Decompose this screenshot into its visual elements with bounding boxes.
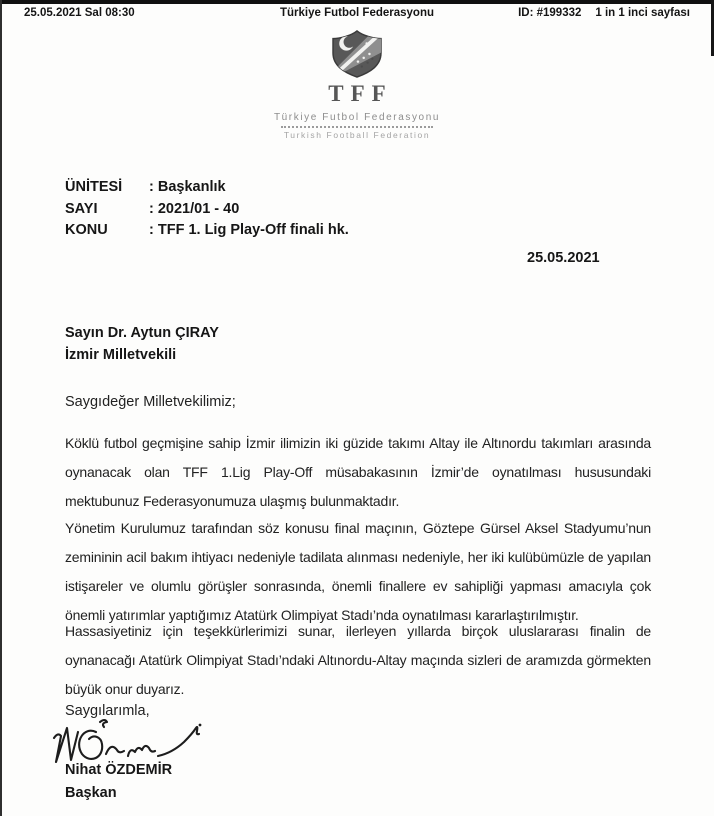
fax-transmission-header	[0, 7, 714, 23]
body-paragraph-2: Yönetim Kurulumuz tarafından söz konusu final maçının, Göztepe Gürsel Aksel Stadyumu’nun zemininin acil bakım ihtiyacı nedeniyle tadilata alınması nedeniyle, her iki kulübümüzle de yapılan istişareler ve olumlu görüşler sonrasında, önemli finallere ev sahipliği yapması amacıyla çok önemli yatırımlar yaptığımız Atatürk Olimpiyat Stadı’nda oynatılması kararlaştırılmıştır.	[65, 520, 651, 623]
meta-row-number	[65, 199, 349, 221]
logo-dotted-divider	[281, 126, 433, 128]
scan-edge-left	[0, 0, 2, 816]
letter-meta-block	[65, 177, 349, 242]
salutation: Saygıdeğer Milletvekilimiz;	[65, 394, 236, 410]
signature-scribble-icon	[50, 716, 220, 766]
meta-row-subject	[65, 220, 349, 242]
recipient-block	[65, 322, 219, 366]
tff-letterhead	[257, 30, 457, 140]
recipient-name: Sayın Dr. Aytun ÇIRAY	[65, 325, 219, 341]
meta-value-subject: : TFF 1. Lig Play-Off finali hk.	[149, 222, 349, 238]
tff-crest-icon	[329, 30, 385, 78]
closing-phrase: Saygılarımla,	[65, 703, 150, 719]
fax-page-count: 1 in 1 inci sayfası	[595, 7, 690, 19]
tff-acronym: TFF	[328, 81, 393, 106]
fax-sender-title: Türkiye Futbol Federasyonu	[280, 7, 434, 19]
meta-value-unit: : Başkanlık	[149, 179, 226, 195]
meta-label-number: SAYI	[65, 200, 98, 217]
meta-row-unit	[65, 177, 349, 199]
org-name-turkish: Türkiye Futbol Federasyonu	[273, 112, 441, 123]
fax-id: ID: #199332	[518, 7, 582, 19]
meta-label-unit: ÜNİTESİ	[65, 179, 123, 195]
body-paragraph-3: Hassasiyetiniz için teşekkürlerimizi sunar, ilerleyen yıllarda birçok uluslararası finalin de oynanacağı Atatürk Olimpiyat Stadı’ndaki Altınordu-Altay maçında sizleri de aramızda görmekten büyük onur duyarız.	[65, 623, 651, 697]
fax-datetime: 25.05.2021 Sal 08:30	[24, 7, 135, 19]
body-paragraph-1: Köklü futbol geçmişine sahip İzmir ilimizin iki güzide takımı Altay ile Altınordu takımları arasında oynanacak olan TFF 1.Lig Play-Off müsabakasının İzmir’de oynatılması hususundaki mektubunuz Federasyonumuza ulaşmış bulunmaktadır.	[65, 435, 651, 509]
scan-edge-top	[0, 0, 714, 4]
meta-label-subject: KONU	[65, 222, 108, 238]
signer-name: Nihat ÖZDEMİR	[65, 762, 173, 778]
signer-title: Başkan	[65, 785, 117, 801]
letter-date: 25.05.2021	[527, 250, 600, 266]
recipient-title: İzmir Milletvekili	[65, 347, 177, 363]
org-name-english: Turkish Football Federation	[283, 130, 431, 140]
fax-id-and-page	[518, 7, 690, 19]
meta-value-number: : 2021/01 - 40	[149, 200, 240, 217]
